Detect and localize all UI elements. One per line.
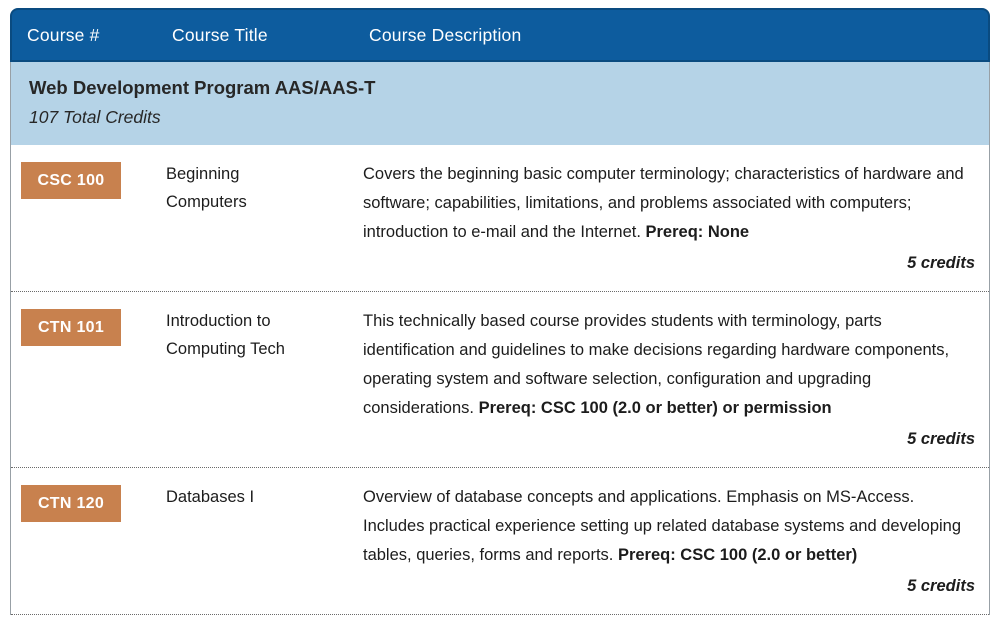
table-header	[10, 8, 990, 62]
course-row	[11, 468, 989, 615]
course-title: Beginning Computers	[166, 165, 247, 211]
course-description	[363, 481, 975, 570]
course-row	[11, 292, 989, 468]
column-header-course-description: Course Description	[369, 24, 522, 45]
course-description	[363, 305, 975, 423]
course-description-cell	[363, 305, 981, 454]
course-credits: 5 credits	[907, 430, 975, 448]
course-prereq: Prereq: CSC 100 (2.0 or better) or permission	[478, 399, 832, 417]
table-body	[10, 145, 990, 615]
course-description-cell	[363, 158, 981, 278]
course-number-badge: CTN 120	[21, 485, 121, 522]
course-number-cell	[21, 481, 166, 601]
course-number-cell	[21, 158, 166, 278]
course-number-badge: CSC 100	[21, 162, 121, 199]
course-credits: 5 credits	[907, 254, 975, 272]
course-table	[10, 8, 990, 615]
course-description-text: Overview of database concepts and applications. Emphasis on MS-Access. Includes practical experience setting up related database systems and developing tables, queries, forms and reports.	[363, 488, 962, 564]
course-description-text: This technically based course provides students with terminology, parts identification and guidelines to make decisions regarding hardware components, operating system and software selection, configuration and upgrading considerations.	[363, 312, 950, 417]
course-description	[363, 158, 975, 247]
program-banner	[10, 62, 990, 145]
course-row	[11, 145, 989, 292]
course-title: Databases I	[166, 488, 255, 506]
course-number-badge: CTN 101	[21, 309, 121, 346]
course-credits: 5 credits	[907, 577, 975, 595]
program-title: Web Development Program AAS/AAS-T	[29, 77, 376, 98]
column-header-course-title: Course Title	[172, 24, 268, 45]
course-description-text: Covers the beginning basic computer terminology; characteristics of hardware and software; capabilities, limitations, and problems associated with computers; introduction to e-mail and the Internet.	[363, 165, 964, 241]
column-header-course-number: Course #	[27, 24, 100, 45]
course-description-cell	[363, 481, 981, 601]
course-title: Introduction to Computing Tech	[166, 312, 285, 358]
course-number-cell	[21, 305, 166, 454]
course-prereq: Prereq: CSC 100 (2.0 or better)	[617, 546, 858, 564]
program-total-credits: 107 Total Credits	[29, 107, 161, 127]
course-prereq: Prereq: None	[645, 223, 750, 241]
